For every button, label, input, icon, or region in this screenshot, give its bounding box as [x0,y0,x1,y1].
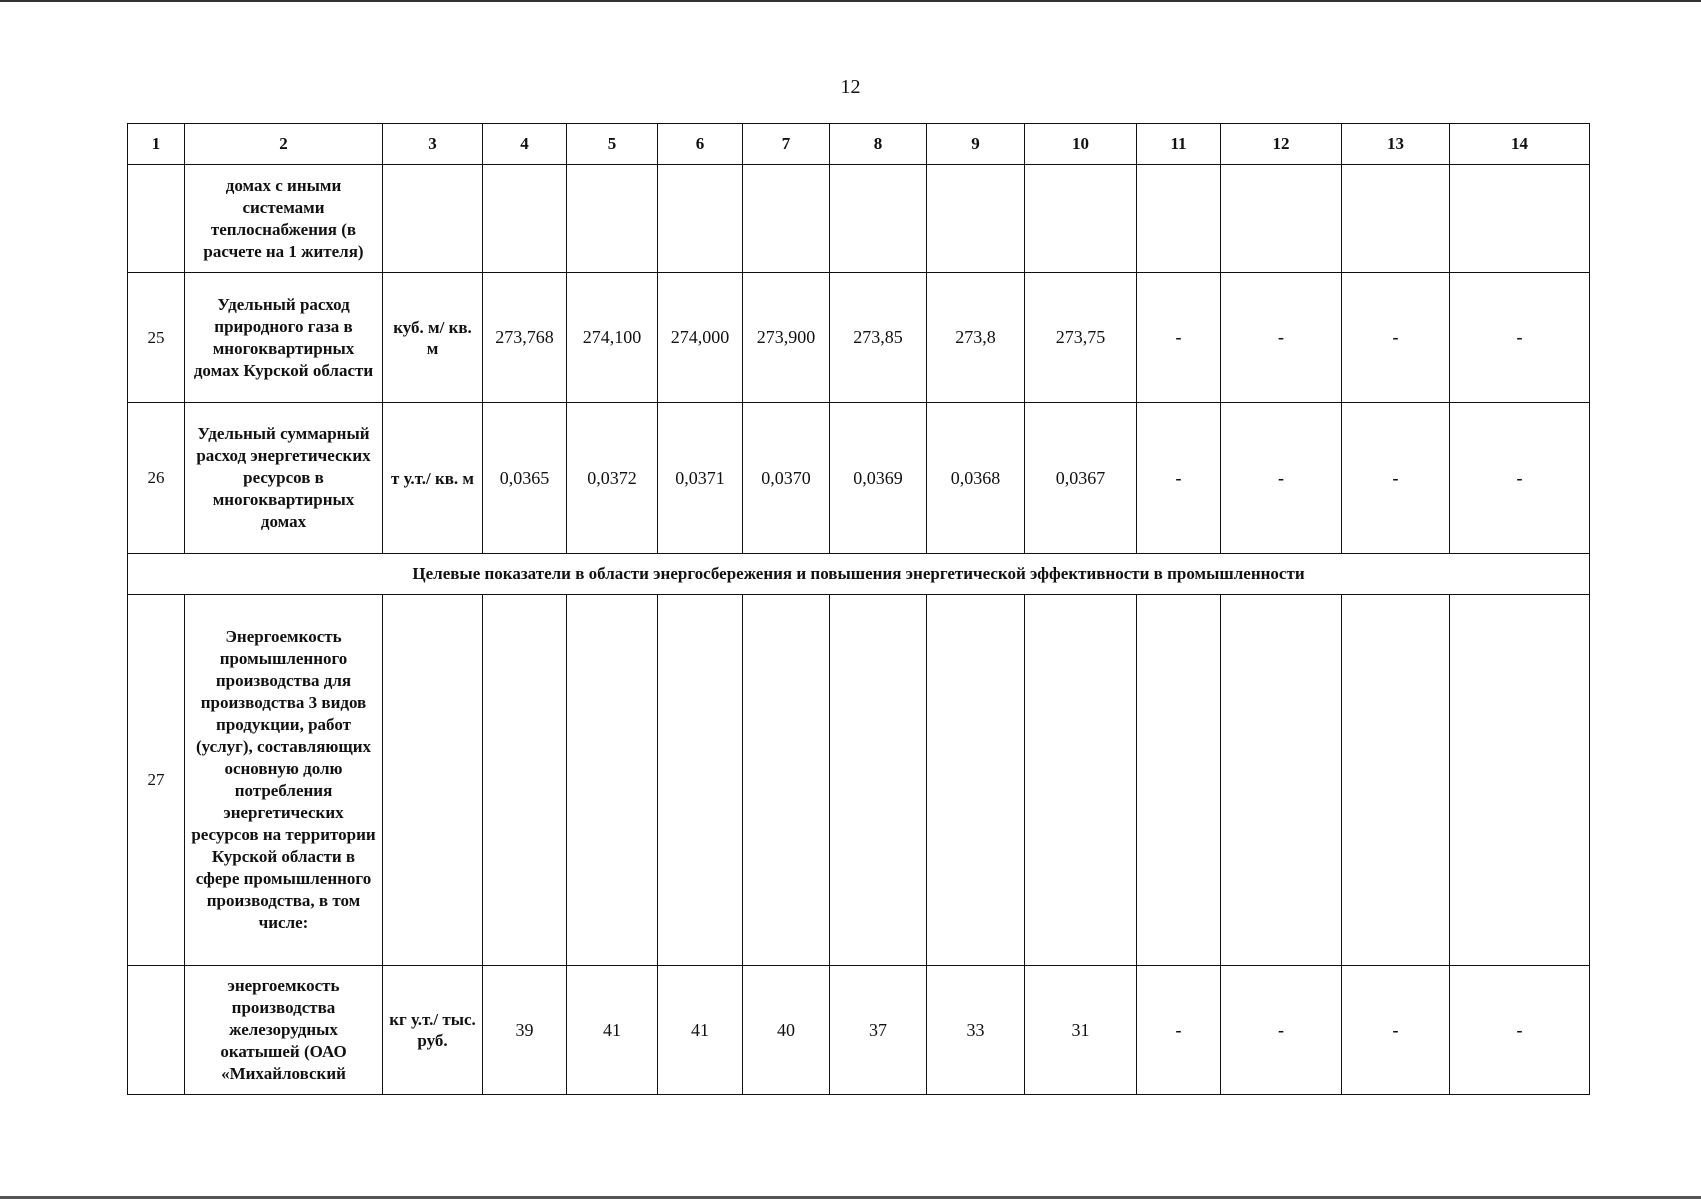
row-number [128,165,185,273]
dash-cell: - [1450,403,1590,554]
indicator-name: домах с иными системами теплоснабжения (в расчете на 1 жителя) [185,165,383,273]
column-number-header-row [128,124,1590,165]
column-header: 2 [185,124,383,165]
column-header: 7 [743,124,830,165]
dash-cell [1450,595,1590,966]
table-row [128,403,1590,554]
column-header: 1 [128,124,185,165]
column-header: 9 [927,124,1025,165]
value-cell [743,595,830,966]
dash-cell: - [1221,966,1342,1095]
column-header: 6 [658,124,743,165]
table-row [128,273,1590,403]
dash-cell: - [1450,966,1590,1095]
value-cell: 41 [567,966,658,1095]
unit-cell: т у.т./ кв. м [383,403,483,554]
dash-cell: - [1342,403,1450,554]
column-header: 10 [1025,124,1137,165]
unit-cell [383,165,483,273]
value-cell: 0,0370 [743,403,830,554]
dash-cell [1137,165,1221,273]
value-cell: 274,000 [658,273,743,403]
value-cell: 274,100 [567,273,658,403]
table-row [128,966,1590,1095]
indicator-name: Энергоемкость промышленного производства для производства 3 видов продукции, работ (услуг), составляющих основную долю потребления энергетических ресурсов на территории Курской области в сфере промышленного производства, в том числе: [185,595,383,966]
value-cell [927,595,1025,966]
section-row [128,554,1590,595]
value-cell: 273,900 [743,273,830,403]
value-cell [658,595,743,966]
column-header: 14 [1450,124,1590,165]
column-header: 5 [567,124,658,165]
section-title: Целевые показатели в области энергосбережения и повышения энергетической эффективности в промышленности [128,554,1590,595]
page-number: 12 [840,76,861,98]
value-cell [743,165,830,273]
dash-cell [1342,165,1450,273]
row-number: 27 [128,595,185,966]
value-cell: 273,75 [1025,273,1137,403]
unit-cell: куб. м/ кв. м [383,273,483,403]
column-header: 8 [830,124,927,165]
value-cell: 273,768 [483,273,567,403]
value-cell [483,595,567,966]
value-cell: 0,0369 [830,403,927,554]
row-number [128,966,185,1095]
row-number: 26 [128,403,185,554]
unit-cell [383,595,483,966]
dash-cell [1450,165,1590,273]
value-cell: 33 [927,966,1025,1095]
value-cell: 273,8 [927,273,1025,403]
value-cell [567,165,658,273]
scan-border-top [0,0,1701,2]
table-row [128,595,1590,966]
dash-cell: - [1137,273,1221,403]
column-header: 3 [383,124,483,165]
value-cell [830,165,927,273]
dash-cell [1221,595,1342,966]
value-cell [927,165,1025,273]
value-cell: 40 [743,966,830,1095]
dash-cell: - [1137,966,1221,1095]
value-cell: 39 [483,966,567,1095]
value-cell [658,165,743,273]
indicator-name: Удельный суммарный расход энергетических ресурсов в многоквартирных домах [185,403,383,554]
dash-cell: - [1450,273,1590,403]
dash-cell: - [1137,403,1221,554]
value-cell [1025,165,1137,273]
indicator-name: Удельный расход природного газа в многоквартирных домах Курской области [185,273,383,403]
value-cell: 0,0367 [1025,403,1137,554]
column-header: 12 [1221,124,1342,165]
dash-cell [1137,595,1221,966]
column-header: 11 [1137,124,1221,165]
value-cell: 273,85 [830,273,927,403]
dash-cell: - [1221,403,1342,554]
value-cell [567,595,658,966]
dash-cell [1221,165,1342,273]
value-cell [1025,595,1137,966]
value-cell: 31 [1025,966,1137,1095]
column-header: 13 [1342,124,1450,165]
indicator-name: энергоемкость производства железорудных окатышей (ОАО «Михайловский [185,966,383,1095]
value-cell: 0,0365 [483,403,567,554]
value-cell [483,165,567,273]
value-cell [830,595,927,966]
value-cell: 0,0372 [567,403,658,554]
unit-cell: кг у.т./ тыс. руб. [383,966,483,1095]
value-cell: 0,0368 [927,403,1025,554]
indicators-table [127,123,1590,1095]
row-number: 25 [128,273,185,403]
value-cell: 41 [658,966,743,1095]
dash-cell: - [1342,966,1450,1095]
dash-cell [1342,595,1450,966]
column-header: 4 [483,124,567,165]
dash-cell: - [1342,273,1450,403]
scan-border-bottom [0,1196,1701,1199]
dash-cell: - [1221,273,1342,403]
value-cell: 0,0371 [658,403,743,554]
value-cell: 37 [830,966,927,1095]
table-row [128,165,1590,273]
